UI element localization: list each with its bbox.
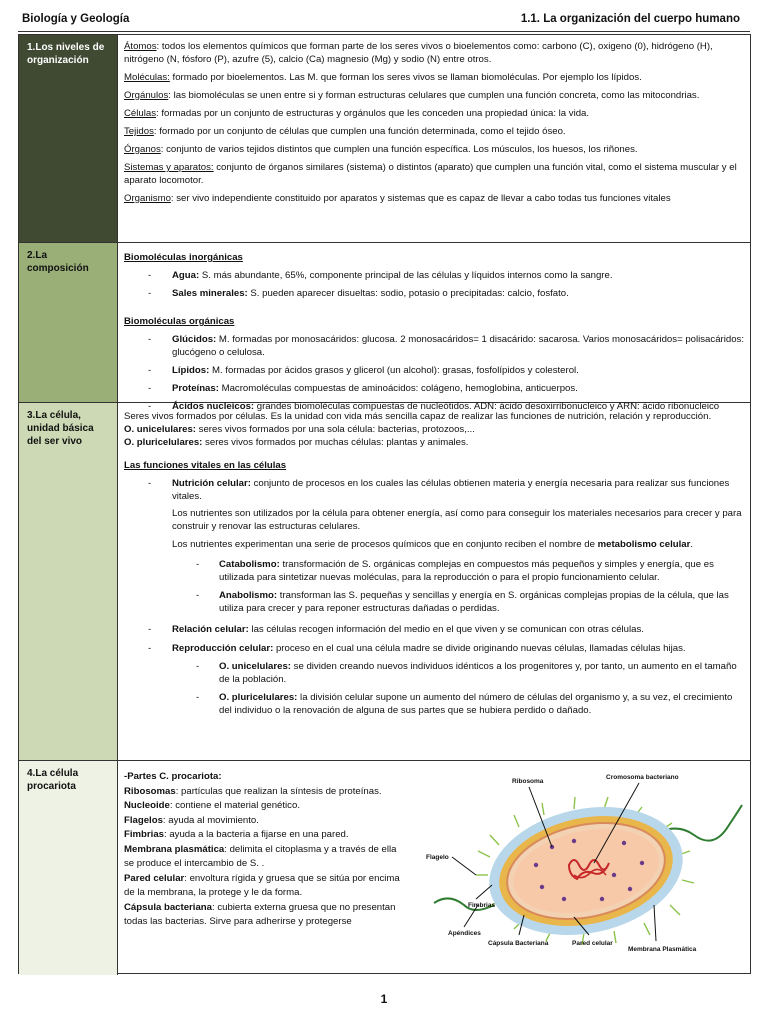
level-item [124, 89, 744, 102]
intro-text: Seres vivos formados por células. Es la unidad con vida más sencilla capaz de realizar las funciones de nutrición, relación y reproducción. [124, 411, 712, 422]
section-content [118, 243, 750, 412]
level-text: : formadas por un conjunto de estructuras y orgánulos que les conceden una propiedad única: la vida. [156, 108, 590, 119]
part-text: : envoltura rígida y gruesa que se sitúa por encima de la membrana, la protege y le da forma. [124, 872, 400, 898]
part-item [124, 785, 409, 800]
level-text: : las biomoléculas se unen entre si y forman estructuras celulares que cumplen una función concreta, como las mitocondrias. [168, 90, 700, 101]
paragraph-text: . [690, 539, 694, 550]
level-item [124, 143, 744, 156]
content-table [18, 34, 751, 974]
item-text: transforman las S. pequeñas y sencillas y energía en S. orgánicas complejas propias de la célula, que las utiliza para crecer y para reponer estructuras dañadas o perdidas. [219, 590, 729, 614]
item-term: Sales minerales: [172, 288, 248, 299]
cell-wall-label: Pared celular [572, 940, 613, 947]
subject-title: Biología y Geología [22, 13, 130, 25]
level-text: : todos los elementos químicos que forman parte de los seres vivos o bioelementos como: carbono (C), oxigeno (0), hidrógeno (H), nitrógeno (N, fósforo (P), azufre (5), calcio (Ca) magnesio (Mg) y sodio (N) entre otros. [124, 41, 713, 65]
level-term: Tejidos [124, 126, 154, 137]
level-term: Organismo [124, 193, 171, 204]
level-term: Sistemas y aparatos: [124, 162, 214, 173]
paragraph: Los nutrientes son utilizados por la célula para obtener energía, así como para conseguir los materiales necesarios para crecer y para construir y renovar las estructuras celulares. [172, 508, 742, 532]
list-item: - Glúcidos: M. formadas por monosacáridos: glucosa. 2 monosacáridos= 1 disacárido: sacarosa. Varios monosacáridos= polisacáridos: glucógeno o celulosa. [148, 334, 744, 358]
part-term: Cápsula bacteriana [124, 901, 212, 913]
item-text: las células recogen información del medio en el que viven y se comunican con otras células. [248, 624, 644, 635]
pluricellular-line [124, 436, 744, 449]
list-item: - Ácidos nucleicos: grandes biomoléculas compuestas de nucleótidos. ADN: ácido desoxirribonucleico y ARN: ácido ribonucleico [148, 401, 720, 412]
item-term: O. unicelulares: [219, 661, 291, 672]
part-term: Nucleoide [124, 800, 170, 811]
list-item: - Nutrición celular: conjunto de procesos en los cuales las células obtienen materia y energía necesaria para realizar sus funciones vitales. [148, 478, 730, 502]
list-item: - Sales minerales: S. pueden aparecer disueltas: sodio, potasio o precipitadas: calcio, fosfato. [148, 288, 569, 299]
header-divider [18, 31, 750, 32]
level-text: formado por bioelementos. Las M. que forman los seres vivos se llaman biomoléculas. Por ejemplo los lípidos. [169, 72, 642, 83]
level-text: : formado por un conjunto de células que cumplen una función determinada, como el tejido óseo. [153, 126, 566, 137]
level-item [124, 192, 744, 205]
level-item [124, 71, 744, 84]
section-content [118, 761, 750, 975]
item-text: M. formadas por ácidos grasos y glicerol (un alcohol): grasas, fosfolípidos y colesterol. [209, 365, 579, 376]
item-term: Ácidos nucleicos: [172, 401, 255, 412]
item-text: S. más abundante, 65%, componente principal de las células y líquidos internos como la sangre. [199, 270, 613, 281]
part-text: : cubierta externa gruesa que no presentan todas las bacterias. Sirve para adherirse y protegerse [124, 901, 396, 927]
parts-title: -Partes C. procariota: [124, 771, 222, 782]
part-term: Ribosomas [124, 785, 176, 797]
list-item: - Lípidos: M. formadas por ácidos grasos y glicerol (un alcohol): grasas, fosfolípidos y colesterol. [148, 365, 579, 376]
section-cell [19, 403, 750, 761]
part-term: Flagelos [124, 814, 163, 826]
item-text: conjunto de procesos en los cuales las células obtienen materia y energía necesaria para realizar sus funciones vitales. [172, 478, 730, 502]
section-label: 1.Los niveles de organización [19, 35, 118, 242]
level-term: Átomos [124, 41, 157, 52]
part-item [124, 843, 409, 872]
item-term: Agua: [172, 270, 200, 281]
item-term: Anabolismo: [219, 590, 278, 601]
level-item [124, 107, 744, 120]
item-term: Relación celular: [172, 624, 249, 635]
section-content [118, 403, 750, 760]
item-text: seres vivos formados por muchas células: plantas y animales. [202, 437, 469, 448]
item-term: Glúcidos: [172, 334, 217, 345]
page-number: 1 [380, 992, 388, 1006]
part-item [124, 814, 409, 829]
item-term: Reproducción celular: [172, 643, 274, 654]
part-text: : contiene el material genético. [169, 800, 300, 811]
chromosome-label: Cromosoma bacteriano [606, 774, 679, 781]
item-text: M. formadas por monosacáridos: glucosa. 2 monosacáridos= 1 disacárido: sacarosa. Varios monosacáridos= polisacáridos: glucógeno o celulosa. [172, 334, 744, 358]
fimbriae-label: Fimbrias [468, 902, 496, 909]
section-levels [19, 35, 750, 243]
list-item: - Agua: S. más abundante, 65%, componente principal de las células y líquidos internos como la sangre. [148, 270, 613, 281]
part-term: Pared celular [124, 872, 185, 884]
list-item: - Reproducción celular: proceso en el cual una célula madre se divide originando nuevas células, llamadas células hijas. [148, 643, 686, 654]
section-prokaryote [19, 761, 750, 975]
level-item [124, 125, 744, 138]
item-term: O. pluricelulares: [124, 437, 203, 448]
list-item: - Proteínas: Macromoléculas compuestas de aminoácidos: colágeno, hemoglobina, anticuerpos. [148, 383, 578, 394]
item-text: S. pueden aparecer disueltas: sodio, potasio o precipitadas: calcio, fosfato. [247, 288, 569, 299]
section-label: 2.La composición [19, 243, 118, 402]
level-term: Órganos [124, 144, 161, 155]
flagellum-label: Flagelo [426, 854, 449, 861]
part-item [124, 872, 409, 901]
item-term: Proteínas: [172, 383, 219, 394]
item-text: transformación de S. orgánicas complejas en compuestos más pequeños y simples y energía, que es utilizada para sintetizar nuevas moléculas, para la reproducción o para el propio funcionamiento celular. [219, 559, 714, 583]
item-term: O. pluricelulares: [219, 692, 298, 703]
metabolism-term: metabolismo celular [597, 539, 691, 550]
item-term: O. unicelulares: [124, 424, 196, 435]
item-term: Catabolismo: [219, 559, 280, 570]
part-text: : ayuda a la bacteria a fijarse en una pared. [164, 829, 349, 840]
part-term: Fimbrias [124, 829, 164, 840]
item-text: la división celular supone un aumento del número de células del organismo y, a su vez, el crecimiento del individuo o la renovación de alguna de sus partes que se hubiera perdido o dañado. [219, 692, 733, 716]
group-title: Biomoléculas orgánicas [124, 316, 235, 327]
part-text: : ayuda al movimiento. [162, 814, 259, 826]
item-term: Lípidos: [172, 365, 210, 376]
bacteria-diagram [424, 765, 744, 957]
functions-title: Las funciones vitales en las células [124, 460, 287, 471]
level-text: conjunto de órganos similares (sistema) o distintos (aparato) que cumplen una función vital, como el sistema muscular y el aparato locomotor. [124, 162, 737, 186]
unicellular-line [124, 423, 744, 436]
group-title: Biomoléculas inorgánicas [124, 252, 243, 263]
item-text: Macromoléculas compuestas de aminoácidos: colágeno, hemoglobina, anticuerpos. [218, 383, 578, 394]
capsule-label: Cápsula Bacteriana [488, 940, 549, 947]
level-item [124, 40, 744, 66]
paragraph-text: Los nutrientes experimentan una serie de procesos químicos que en conjunto reciben el nombre de [172, 539, 598, 550]
level-term: Orgánulos [124, 90, 169, 101]
part-text: : partículas que realizan la síntesis de proteínas. [175, 785, 382, 797]
list-item: - Relación celular: las células recogen información del medio en el que viven y se comunican con otras células. [148, 624, 644, 635]
sub-list-item: - Anabolismo: transforman las S. pequeñas y sencillas y energía en S. orgánicas complejas propias de la célula, que las utiliza para crecer y para reponer estructuras dañadas o perdidas. [196, 590, 729, 614]
section-composition [19, 243, 750, 412]
part-item [124, 799, 409, 814]
item-term: Nutrición celular: [172, 478, 251, 489]
part-text: : delimita el citoplasma y a través de ella se produce el intercambio de S. . [124, 843, 397, 869]
paragraph [124, 538, 744, 551]
level-term: Células [124, 108, 156, 119]
page-header [22, 13, 746, 31]
item-text: se dividen creando nuevos individuos idénticos a los progenitores y, por tanto, un aumento en el tamaño de la población. [219, 661, 737, 685]
sub-list-item: - Catabolismo: transformación de S. orgánicas complejas en compuestos más pequeños y simples y energía, que es utilizada para sintetizar nuevas moléculas, para la reproducción o para el propio funcionamiento celular. [196, 559, 714, 583]
part-term: Membrana plasmática [124, 843, 225, 855]
sub-list-item: - O. unicelulares: se dividen creando nuevos individuos idénticos a los progenitores y, por tanto, un aumento en el tamaño de la población. [196, 661, 737, 685]
section-content [118, 35, 750, 242]
level-text: : conjunto de varios tejidos distintos que cumplen una función específica. Los músculos, los huesos, los riñones. [160, 144, 638, 155]
item-text: seres vivos formados por una sola célula: bacterias, protozoos,... [195, 424, 475, 435]
appendages-label: Apéndices [448, 930, 481, 937]
membrane-label: Membrana Plasmática [628, 946, 697, 953]
part-item [124, 901, 409, 930]
level-text: : ser vivo independiente constituido por aparatos y sistemas que es capaz de llevar a cabo todas tus funciones vitales [170, 193, 671, 204]
section-label: 3.La célula, unidad básica del ser vivo [19, 403, 118, 760]
ribosome-label: Ribosoma [512, 778, 544, 785]
level-term: Moléculas: [124, 72, 170, 83]
parts-list [124, 770, 409, 930]
unit-title: 1.1. La organización del cuerpo humano [520, 13, 740, 25]
sub-list-item: - O. pluricelulares: la división celular supone un aumento del número de células del organismo y, a su vez, el crecimiento del individuo o la renovación de alguna de sus partes que se hubiera perdido o dañado. [196, 692, 733, 716]
section-label: 4.La célula procariota [19, 761, 118, 975]
part-item [124, 828, 409, 843]
level-item [124, 161, 744, 187]
item-text: grandes biomoléculas compuestas de nucleótidos. ADN: ácido desoxirribonucleico y ARN: ácido ribonucleico [254, 401, 720, 412]
item-text: proceso en el cual una célula madre se divide originando nuevas células, llamadas células hijas. [273, 643, 686, 654]
